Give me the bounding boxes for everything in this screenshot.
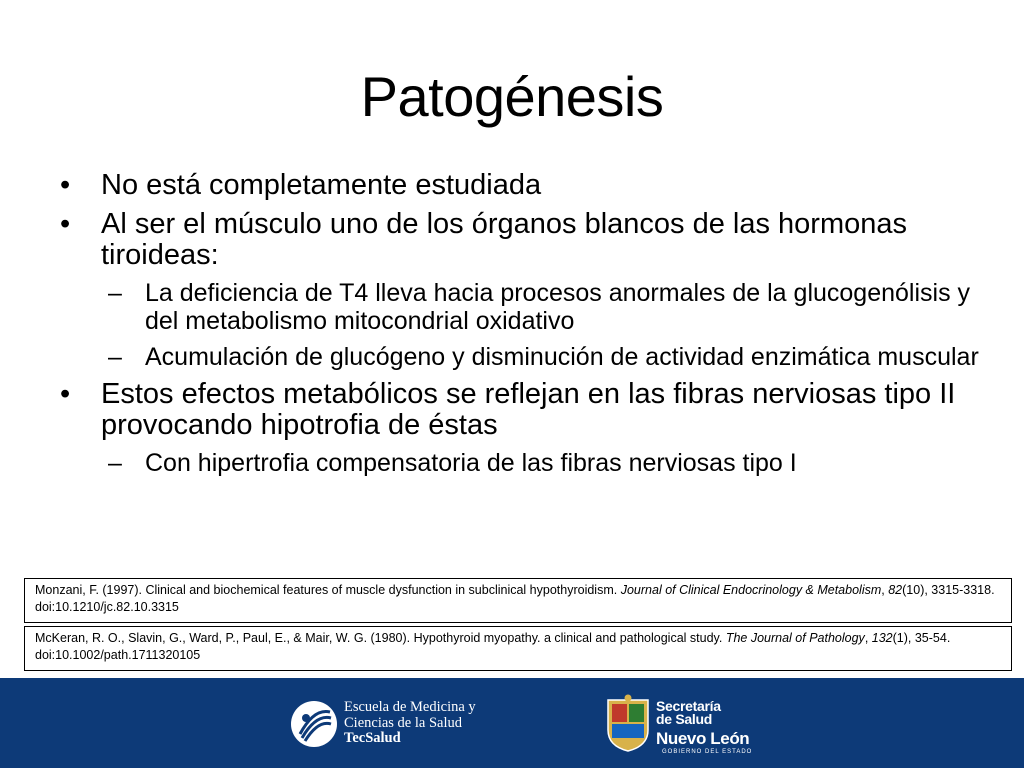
ssa-line-1: Secretaría xyxy=(656,698,721,714)
bullet-3: • Estos efectos metabólicos se reflejan en las fibras nerviosas tipo II provocando hipotrofia de éstas xyxy=(60,379,980,441)
reference-1-volume: 82 xyxy=(888,583,903,597)
reference-2-journal: The Journal of Pathology xyxy=(725,631,865,645)
sub-bullet-2-1: – La deficiencia de T4 lleva hacia procesos anormales de la glucogenólisis y del metabolismo mitocondrial oxidativo xyxy=(60,279,980,335)
secretaria-de-salud-text xyxy=(656,700,721,726)
reference-1-sep: , xyxy=(881,583,889,597)
bullet-2: • Al ser el músculo uno de los órganos blancos de las hormonas tiroideas: xyxy=(60,209,980,271)
school-name xyxy=(344,700,476,747)
reference-1-rest: (10), 3315-3318. doi:10.1210/jc.82.10.3315 xyxy=(35,583,995,614)
slide-content xyxy=(60,170,980,485)
reference-2-volume: 132 xyxy=(871,631,893,645)
slide-title: Patogénesis xyxy=(360,65,664,128)
gobierno-del-estado-text: GOBIERNO DEL ESTADO xyxy=(662,749,753,755)
nuevo-leon-seal-icon xyxy=(606,694,650,752)
reference-1-journal: Journal of Clinical Endocrinology & Metabolism xyxy=(620,583,882,597)
reference-2-rest: (1), 35-54. doi:10.1002/path.1711320105 xyxy=(35,631,951,662)
footer-bar xyxy=(0,678,1024,768)
reference-1-authors: Monzani, F. (1997). Clinical and biochemical features of muscle dysfunction in subclinical hypothyroidism. xyxy=(35,583,618,597)
tecsalud-logo-icon xyxy=(290,700,338,748)
sub-bullet-2-2: – Acumulación de glucógeno y disminución de actividad enzimática muscular xyxy=(60,343,980,371)
nuevo-leon-text: Nuevo León xyxy=(656,729,750,748)
reference-2-authors: McKeran, R. O., Slavin, G., Ward, P., Paul, E., & Mair, W. G. (1980). Hypothyroid myopathy. a clinical and pathological study. xyxy=(35,631,723,645)
sub-bullet-3-1: – Con hipertrofia compensatoria de las fibras nerviosas tipo I xyxy=(60,449,980,477)
bullet-1: • No está completamente estudiada xyxy=(60,170,980,201)
reference-box-1 xyxy=(24,578,1012,623)
school-line-3: TecSalud xyxy=(344,730,401,746)
school-line-2: Ciencias de la Salud xyxy=(344,714,462,731)
school-line-1: Escuela de Medicina y xyxy=(344,699,476,715)
reference-2-sep: , xyxy=(864,631,872,645)
ssa-line-2: de Salud xyxy=(656,711,712,727)
reference-box-2 xyxy=(24,626,1012,671)
